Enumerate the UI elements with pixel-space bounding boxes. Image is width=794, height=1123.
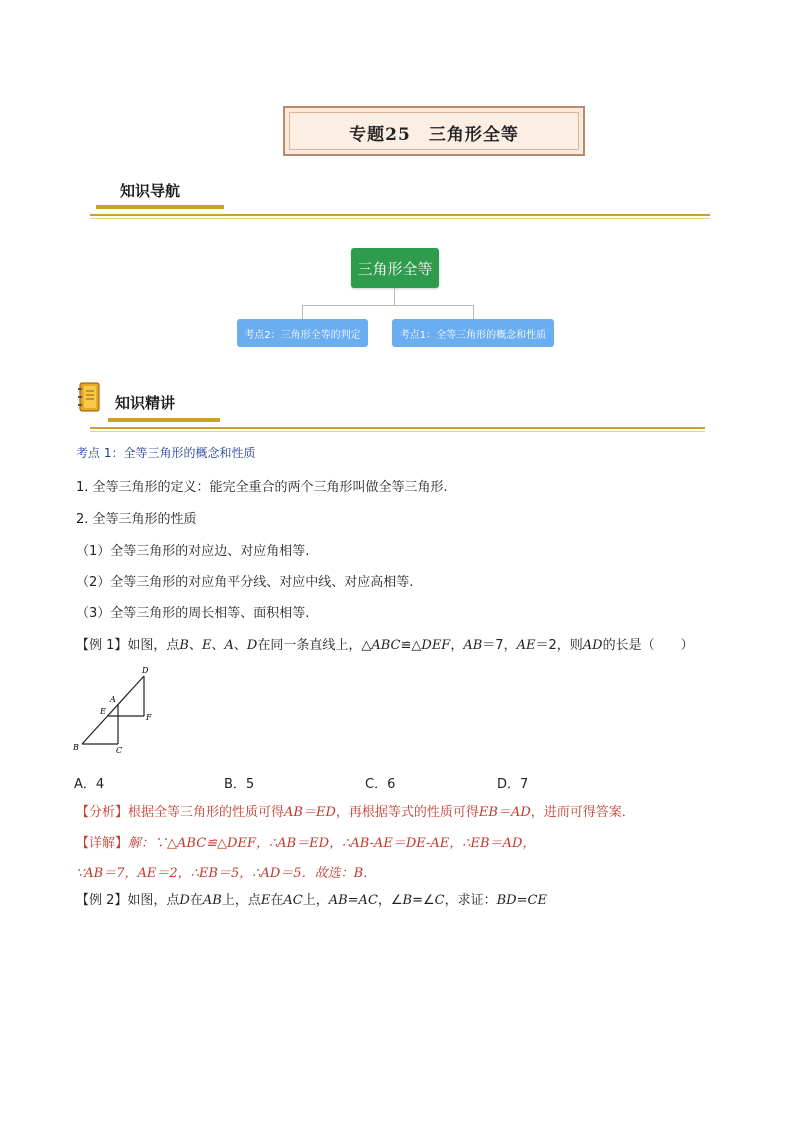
mindmap-child-kp2[interactable]: 考点2：三角形全等的判定 xyxy=(237,319,368,347)
math-var: AB xyxy=(463,638,483,653)
option-a[interactable]: A．4 xyxy=(74,777,105,792)
math-var: AC xyxy=(283,893,303,908)
label-A: A xyxy=(110,695,116,704)
math-var: C xyxy=(434,893,445,908)
detail-text: ∵AB＝7，AE＝2，∴EB＝5，∴AD＝5．故选：B． xyxy=(76,866,377,881)
nav-heading-underline xyxy=(96,205,224,209)
kp1-title: 考点 1：全等三角形的概念和性质 xyxy=(76,446,256,460)
text-segment: 上，点 xyxy=(221,893,261,908)
mindmap-connector-left xyxy=(302,305,303,319)
kp1-property-1: （1）全等三角形的对应边、对应角相等. xyxy=(76,544,310,559)
math-var: AB xyxy=(202,893,222,908)
math-var: AE xyxy=(516,638,536,653)
option-b[interactable]: B．5 xyxy=(224,777,255,792)
text-segment: 、 xyxy=(211,638,225,653)
text-segment: ，∠ xyxy=(377,893,403,908)
math-expr: EB＝AD xyxy=(478,805,531,820)
math-var: AD xyxy=(582,638,603,653)
mindmap-child-kp1[interactable]: 考点1：全等三角形的概念和性质 xyxy=(392,319,554,347)
example1-detail-line2 xyxy=(76,862,376,881)
nav-divider-light xyxy=(90,218,710,219)
text-segment: 如图，点 xyxy=(127,893,180,908)
kp1-property-heading: 2. 全等三角形的性质 xyxy=(76,512,197,527)
text-segment: 的长是（ ） xyxy=(602,638,694,653)
math-var: B xyxy=(402,893,413,908)
text-segment: 、 xyxy=(233,638,247,653)
text-segment: 如图，点 xyxy=(127,638,180,653)
text-segment: ，再根据等式的性质可得 xyxy=(335,805,479,820)
lecture-divider xyxy=(90,427,705,429)
text-segment: 在同一条直线上，△ xyxy=(257,638,372,653)
math-var: E xyxy=(202,638,212,653)
analysis-tag: 【分析】 xyxy=(76,805,129,820)
math-expr: AB=AC xyxy=(328,893,378,908)
text-segment: ， xyxy=(450,638,464,653)
kp1-property-3: （3）全等三角形的周长相等、面积相等. xyxy=(76,606,310,621)
mindmap-connector-bar xyxy=(302,305,474,306)
text-segment: 根据全等三角形的性质可得 xyxy=(128,805,285,820)
label-C: C xyxy=(116,746,123,754)
text-segment: ＝2，则 xyxy=(535,638,583,653)
math-var: ABC xyxy=(371,638,401,653)
example2-question xyxy=(76,889,547,908)
text-segment: 在 xyxy=(189,893,203,908)
option-c[interactable]: C．6 xyxy=(365,777,396,792)
math-var: E xyxy=(260,893,271,908)
mindmap-connector-right xyxy=(473,305,474,319)
text-segment: 在 xyxy=(270,893,284,908)
kp1-definition: 1. 全等三角形的定义：能完全重合的两个三角形叫做全等三角形. xyxy=(76,480,448,495)
lecture-divider-light xyxy=(90,431,705,432)
detail-tag: 【详解】 xyxy=(76,836,129,851)
text-segment: 上， xyxy=(302,893,329,908)
option-d[interactable]: D．7 xyxy=(497,777,529,792)
math-expr: AB＝ED xyxy=(284,805,336,820)
mindmap-connector-root xyxy=(394,288,395,305)
example1-figure xyxy=(72,664,162,754)
label-F: F xyxy=(146,713,152,722)
example1-question xyxy=(76,634,694,653)
math-expr: BD=CE xyxy=(496,893,547,908)
text-segment: ＝7， xyxy=(482,638,517,653)
label-B: B xyxy=(73,743,79,752)
notebook-icon xyxy=(78,382,100,412)
text-segment: ≌△ xyxy=(400,638,422,653)
nav-heading: 知识导航 xyxy=(120,182,181,200)
example1-analysis xyxy=(76,801,635,820)
math-var: A xyxy=(224,638,234,653)
math-var: D xyxy=(246,638,258,653)
math-var: D xyxy=(179,893,190,908)
nav-divider xyxy=(90,214,710,216)
label-E: E xyxy=(100,707,106,716)
example2-tag: 【例 2】 xyxy=(76,893,128,908)
kp1-property-2: （2）全等三角形的对应角平分线、对应中线、对应高相等. xyxy=(76,575,414,590)
math-var: DEF xyxy=(421,638,451,653)
example1-tag: 【例 1】 xyxy=(76,638,128,653)
detail-text: 解：∵△ABC≌△DEF，∴AB＝ED，∴AB-AE＝DE-AE，∴EB＝AD， xyxy=(128,836,536,851)
page-title: 专题25 三角形全等 xyxy=(349,125,519,145)
line-BD xyxy=(82,676,144,744)
lecture-heading: 知识精讲 xyxy=(115,394,176,412)
lecture-heading-underline xyxy=(108,418,220,422)
text-segment: ，进而可得答案． xyxy=(530,805,635,820)
label-D: D xyxy=(142,666,149,675)
text-segment: =∠ xyxy=(412,893,435,908)
math-var: B xyxy=(179,638,189,653)
text-segment: ，求证： xyxy=(444,893,497,908)
text-segment: 、 xyxy=(188,638,202,653)
example1-detail-line1 xyxy=(76,832,535,851)
title-box xyxy=(283,106,585,156)
mindmap-root[interactable]: 三角形全等 xyxy=(351,248,439,288)
